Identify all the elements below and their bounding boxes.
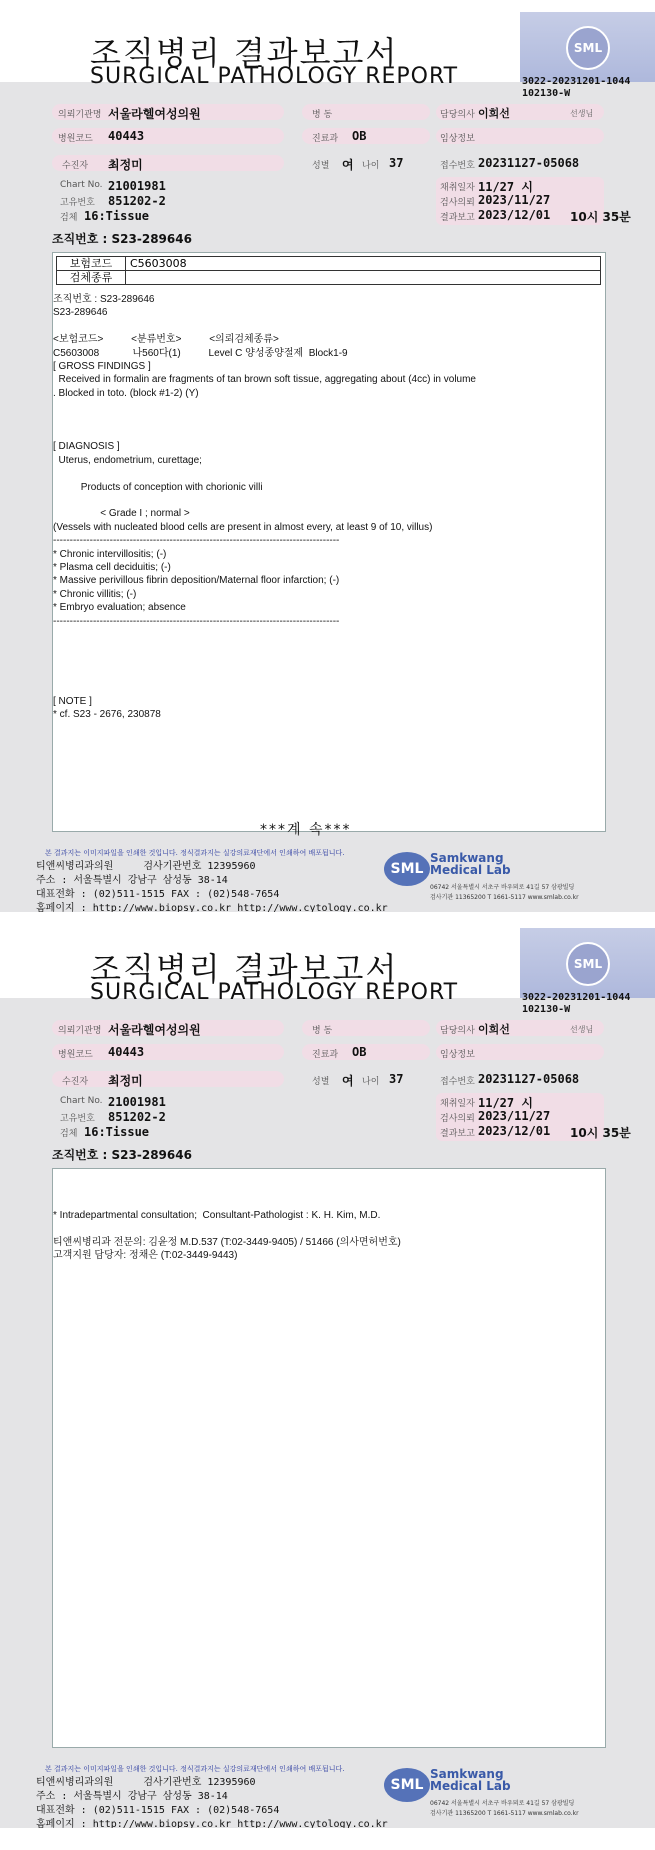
institution-label: 의뢰기관명 <box>58 110 102 120</box>
report-text-line: 고객지원 담당자: 정채은 (T:02-3449-9443) <box>53 1250 238 1262</box>
report-text-line: Received in formalin are fragments of tan brown soft tissue, aggregating about (4cc) in volume <box>53 374 476 386</box>
report-text-line: * cf. S23 - 2676, 230878 <box>53 709 161 721</box>
insurance-code-table <box>56 256 601 285</box>
footer-lab-name: 티앤씨병리과의원 검사기관번호 12395960 <box>36 861 256 872</box>
unique-no-label: 고유번호 <box>60 198 95 208</box>
dept-label: 진료과 <box>312 1050 339 1060</box>
clinical-label: 임상정보 <box>440 1050 475 1060</box>
age-label: 나이 <box>362 161 380 171</box>
result-time-value: 10시 35분 <box>570 1126 631 1140</box>
sml-address: 06742 서울특별시 서초구 바우뫼로 41길 57 삼광빌딩 <box>430 1800 575 1807</box>
ward-label: 병 동 <box>312 1026 333 1036</box>
report-text-line: Products of conception with chorionic villi <box>53 481 263 493</box>
result-time-value: 10시 35분 <box>570 210 631 224</box>
footer-address: 주소 : 서울특별시 강남구 삼성동 38-14 <box>36 1791 228 1802</box>
institution-value: 서울라헬여성의원 <box>108 107 201 121</box>
institution-value: 서울라헬여성의원 <box>108 1023 201 1037</box>
result-date-value: 2023/12/01 <box>478 1124 551 1138</box>
doctor-label: 담당의사 <box>440 110 475 120</box>
report-text-line: S23-289646 <box>53 307 108 319</box>
result-date-value: 2023/12/01 <box>478 208 551 222</box>
specimen-label: 검체 <box>60 213 78 223</box>
chart-no-label: Chart No. <box>60 180 103 190</box>
footer-notice: 본 결과지는 이미지파일을 인쇄한 것입니다. 정식결과지는 실강의료재단에서 인쇄하여 배포됩니다. <box>45 1765 345 1773</box>
result-label: 결과보고 <box>440 1129 475 1139</box>
patient-label: 수진자 <box>62 1077 89 1087</box>
sex-label: 성별 <box>312 161 330 171</box>
report-page-2 <box>0 928 655 1828</box>
report-number: 3022-20231201-1044 102130-W <box>522 76 631 99</box>
specimen-value: 16:Tissue <box>84 209 150 223</box>
footer-lab-name: 티앤씨병리과의원 검사기관번호 12395960 <box>36 1777 256 1788</box>
report-text-line: * Embryo evaluation; absence <box>53 602 186 614</box>
report-page-1 <box>0 12 655 912</box>
request-value: 2023/11/27 <box>478 1109 551 1123</box>
hospital-code-label: 병원코드 <box>58 134 93 144</box>
report-content-box <box>52 1168 606 1748</box>
patient-label: 수진자 <box>62 161 89 171</box>
report-text-line: [ DIAGNOSIS ] <box>53 441 120 453</box>
report-text-line: * Intradepartmental consultation; Consultant-Pathologist : K. H. Kim, M.D. <box>53 1210 381 1221</box>
sml-logo-icon: SML <box>566 942 610 986</box>
receipt-label: 접수번호 <box>440 1077 475 1087</box>
footer-homepage: 홈페이지 : http://www.biopsy.co.kr http://www.cytology.co.kr <box>36 903 388 912</box>
dept-value: OB <box>352 1045 367 1059</box>
sml-address: 06742 서울특별시 서초구 바우뫼로 41길 57 삼광빌딩 <box>430 884 575 891</box>
collect-value: 11/27 시 <box>478 1096 533 1110</box>
report-content-box <box>52 252 606 832</box>
age-label: 나이 <box>362 1077 380 1087</box>
collect-label: 채취일자 <box>440 1099 475 1109</box>
table-cell: 검체종류 <box>57 271 126 285</box>
receipt-label: 접수번호 <box>440 161 475 171</box>
unique-no-value: 851202-2 <box>108 194 166 208</box>
report-text-line: 조직번호 : S23-289646 <box>53 294 155 305</box>
specimen-value: 16:Tissue <box>84 1125 150 1139</box>
specimen-label: 검체 <box>60 1129 78 1139</box>
request-value: 2023/11/27 <box>478 193 551 207</box>
hospital-code-label: 병원코드 <box>58 1050 93 1060</box>
report-title-en: SURGICAL PATHOLOGY REPORT <box>90 64 459 89</box>
doctor-suffix: 선생님 <box>570 109 594 118</box>
sex-label: 성별 <box>312 1077 330 1087</box>
report-text-line: Uterus, endometrium, curettage; <box>53 454 202 466</box>
report-footer <box>0 1760 655 1828</box>
clinical-label: 임상정보 <box>440 134 475 144</box>
report-text-line: -------------------------------------------------------------------------------------- <box>53 615 340 627</box>
footer-homepage: 홈페이지 : http://www.biopsy.co.kr http://www.cytology.co.kr <box>36 1819 388 1828</box>
sex-value: 여 <box>342 1074 354 1088</box>
receipt-value: 20231127-05068 <box>478 156 580 170</box>
report-number: 3022-20231201-1044 102130-W <box>522 992 631 1015</box>
age-value: 37 <box>389 1072 404 1086</box>
report-text-line: * Massive perivillous fibrin deposition/Maternal floor infarction; (-) <box>53 575 340 587</box>
ward-label: 병 동 <box>312 110 333 120</box>
table-row <box>57 271 601 285</box>
report-text-line: [ GROSS FINDINGS ] <box>53 361 151 372</box>
report-title-en: SURGICAL PATHOLOGY REPORT <box>90 980 459 1005</box>
report-text-line: * Chronic villitis; (-) <box>53 588 137 600</box>
specimen-number-title: 조직번호 : S23-289646 <box>52 1148 192 1162</box>
doctor-label: 담당의사 <box>440 1026 475 1036</box>
sml-logo-icon: SML <box>566 26 610 70</box>
report-text-line: 티앤씨병리과 전문의: 김윤정 M.D.537 (T:02-3449-9405) / 51466 (의사면허번호) <box>53 1236 401 1248</box>
report-text-line: < Grade I ; normal > <box>53 508 190 520</box>
patient-value: 최정미 <box>108 158 143 172</box>
report-text-line: * Chronic intervillositis; (-) <box>53 548 167 560</box>
report-title-ko: 조직병리 결과보고서 <box>90 34 399 72</box>
doctor-suffix: 선생님 <box>570 1025 594 1034</box>
collect-value: 11/27 시 <box>478 180 533 194</box>
report-text-line: -------------------------------------------------------------------------------------- <box>53 535 340 547</box>
chart-no-label: Chart No. <box>60 1096 103 1106</box>
sex-value: 여 <box>342 158 354 172</box>
unique-no-value: 851202-2 <box>108 1110 166 1124</box>
footer-address: 주소 : 서울특별시 강남구 삼성동 38-14 <box>36 875 228 886</box>
collect-label: 채취일자 <box>440 183 475 193</box>
institution-label: 의뢰기관명 <box>58 1026 102 1036</box>
table-cell: 보험코드 <box>57 257 126 271</box>
sml-footer-logo-icon: SML <box>384 852 430 886</box>
patient-value: 최정미 <box>108 1074 143 1088</box>
sml-footer-logo-icon: SML <box>384 1768 430 1802</box>
table-cell <box>126 271 601 285</box>
doctor-value: 이희선 <box>478 107 510 120</box>
receipt-value: 20231127-05068 <box>478 1072 580 1086</box>
hospital-code-value: 40443 <box>108 1045 145 1059</box>
age-value: 37 <box>389 156 404 170</box>
dept-value: OB <box>352 129 367 143</box>
report-text-line: [ NOTE ] <box>53 696 92 707</box>
unique-no-label: 고유번호 <box>60 1114 95 1124</box>
report-text-line: . Blocked in toto. (block #1-2) (Y) <box>53 387 199 399</box>
result-label: 결과보고 <box>440 213 475 223</box>
report-text-line: <보험코드> <분류번호> <의뢰검체종류> <box>53 334 279 346</box>
sml-lab-name: Samkwang Medical Lab <box>430 1767 511 1793</box>
report-footer <box>0 844 655 912</box>
footer-notice: 본 결과지는 이미지파일을 인쇄한 것입니다. 정식결과지는 실강의료재단에서 인쇄하여 배포됩니다. <box>45 849 345 857</box>
request-label: 검사의뢰 <box>440 1114 475 1124</box>
request-label: 검사의뢰 <box>440 198 475 208</box>
sml-contact: 검사기관 11365200 T 1661-5117 www.smlab.co.kr <box>430 1810 579 1817</box>
footer-phone: 대표전화 : (02)511-1515 FAX : (02)548-7654 <box>36 1805 280 1816</box>
report-text-line: (Vessels with nucleated blood cells are present in almost every, at least 9 of 10, villus) <box>53 521 433 533</box>
table-row <box>57 257 601 271</box>
specimen-number-title: 조직번호 : S23-289646 <box>52 232 192 246</box>
chart-no-value: 21001981 <box>108 179 166 193</box>
doctor-value: 이희선 <box>478 1023 510 1036</box>
chart-no-value: 21001981 <box>108 1095 166 1109</box>
hospital-code-value: 40443 <box>108 129 145 143</box>
report-text-line: * Plasma cell deciduitis; (-) <box>53 562 171 573</box>
report-text-line: C5603008 나560다(1) Level C 양성종양절제 Block1-9 <box>53 347 348 359</box>
sml-lab-name: Samkwang Medical Lab <box>430 851 511 877</box>
footer-phone: 대표전화 : (02)511-1515 FAX : (02)548-7654 <box>36 889 280 900</box>
report-title-ko: 조직병리 결과보고서 <box>90 950 399 988</box>
table-cell: C5603008 <box>126 257 601 271</box>
dept-label: 진료과 <box>312 134 339 144</box>
continued-mark: ***계 속*** <box>260 822 352 838</box>
sml-contact: 검사기관 11365200 T 1661-5117 www.smlab.co.kr <box>430 894 579 901</box>
